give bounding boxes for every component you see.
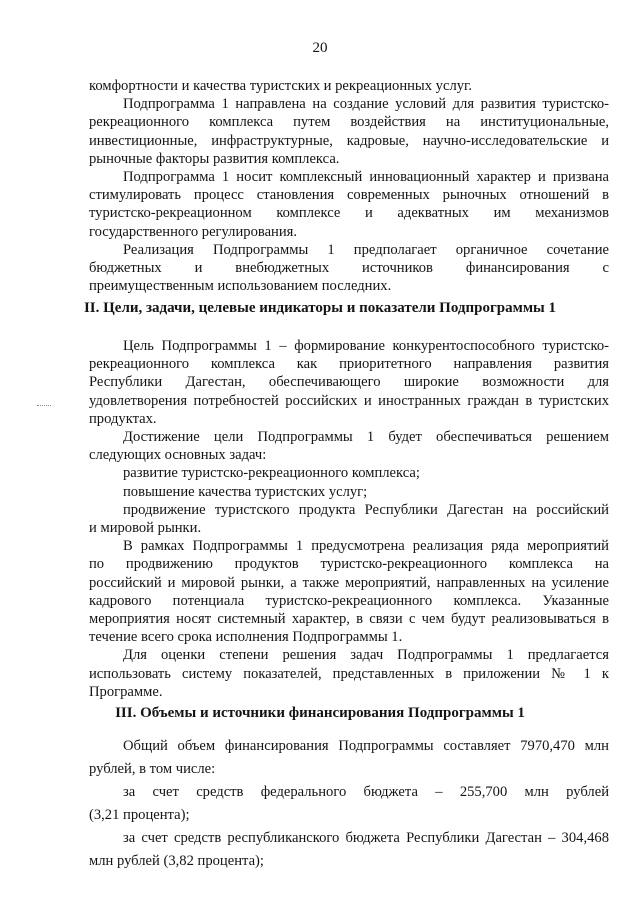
text-line: удовлетворения потребностей российских и иностранных граждан в туристских <box>89 392 609 409</box>
text-line: бюджетных и внебюджетных источников финансирования с <box>89 260 609 277</box>
text-line: Общий объем финансирования Подпрограммы составляет 7970,470 млн <box>123 738 609 754</box>
task-item: развитие туристско-рекреационного комплекса; <box>123 465 420 482</box>
text-line: В рамках Подпрограммы 1 предусмотрена реализация ряда мероприятий <box>123 538 609 555</box>
task-item: продвижение туристского продукта Республики Дагестан на российский <box>123 501 609 518</box>
text-line: туристско-рекреационном комплексе и адекватных им механизмов <box>89 205 609 222</box>
text-line: мероприятия носят системный характер, в связи с чем будут реализовываться в <box>89 611 609 628</box>
text-line: Подпрограмма 1 направлена на создание условий для развития туристско- <box>123 96 609 113</box>
section-heading-goals: II. Цели, задачи, целевые индикаторы и показатели Подпрограммы 1 <box>83 300 557 316</box>
text-line: течение всего срока исполнения Подпрограммы 1. <box>89 629 403 646</box>
text-line: российский и мировой рынки, а также мероприятий, направленных на усиление <box>89 574 609 591</box>
text-line: Реализация Подпрограммы 1 предполагает органичное сочетание <box>123 241 609 258</box>
text-line: комфортности и качества туристских и рекреационных услуг. <box>89 78 473 94</box>
text-line: Цель Подпрограммы 1 – формирование конкурентоспособного туристско- <box>123 338 609 354</box>
text-line: рекреационного комплекса путем воздействия на институциональные, <box>89 114 609 131</box>
text-line: Программе. <box>89 683 163 700</box>
text-line: Для оценки степени решения задач Подпрограммы 1 предлагается <box>123 647 609 664</box>
text-line: за счет средств республиканского бюджета Республики Дагестан – 304,468 <box>123 830 609 846</box>
text-line: Республики Дагестан, обеспечивающего широкие возможности для <box>89 374 609 391</box>
section-financing <box>89 735 609 873</box>
text-line: продуктах. <box>89 410 157 427</box>
text-line: Достижение цели Подпрограммы 1 будет обеспечиваться решением <box>123 429 609 446</box>
text-line: и мировой рынки. <box>89 520 202 537</box>
page-number: 20 <box>312 40 328 56</box>
text-line: млн рублей (3,82 процента); <box>89 853 264 869</box>
text-line: государственного регулирования. <box>89 223 298 240</box>
scan-artifact <box>37 405 51 408</box>
task-item: повышение качества туристских услуг; <box>123 483 368 500</box>
section-heading-financing: III. Объемы и источники финансирования Подпрограммы 1 <box>115 705 525 721</box>
text-line: кадрового потенциала туристско-рекреационного комплекса. Указанные <box>89 592 609 609</box>
text-line: следующих основных задач: <box>89 447 267 464</box>
section-intro <box>89 77 609 295</box>
text-line: стимулировать процесс становления современных рыночных отношений в <box>89 187 609 204</box>
text-line: по продвижению продуктов туристско-рекреационного комплекса на <box>89 556 609 573</box>
section-goals <box>89 337 609 701</box>
text-line: рыночные факторы развития комплекса. <box>89 150 340 167</box>
text-line: рублей, в том числе: <box>89 761 216 777</box>
text-line: преимущественным использованием последних. <box>89 278 392 295</box>
text-line: рекреационного комплекса как приоритетного направления развития <box>89 356 609 373</box>
text-line: инвестиционные, инфраструктурные, кадровые, научно-исследовательские и <box>89 132 609 149</box>
text-line: Подпрограмма 1 носит комплексный инновационный характер и призвана <box>123 169 609 186</box>
text-line: (3,21 процента); <box>89 807 190 823</box>
text-line: использовать систему показателей, представленных в приложении № 1 к <box>89 665 609 682</box>
text-line: за счет средств федерального бюджета – 255,700 млн рублей <box>123 784 609 800</box>
